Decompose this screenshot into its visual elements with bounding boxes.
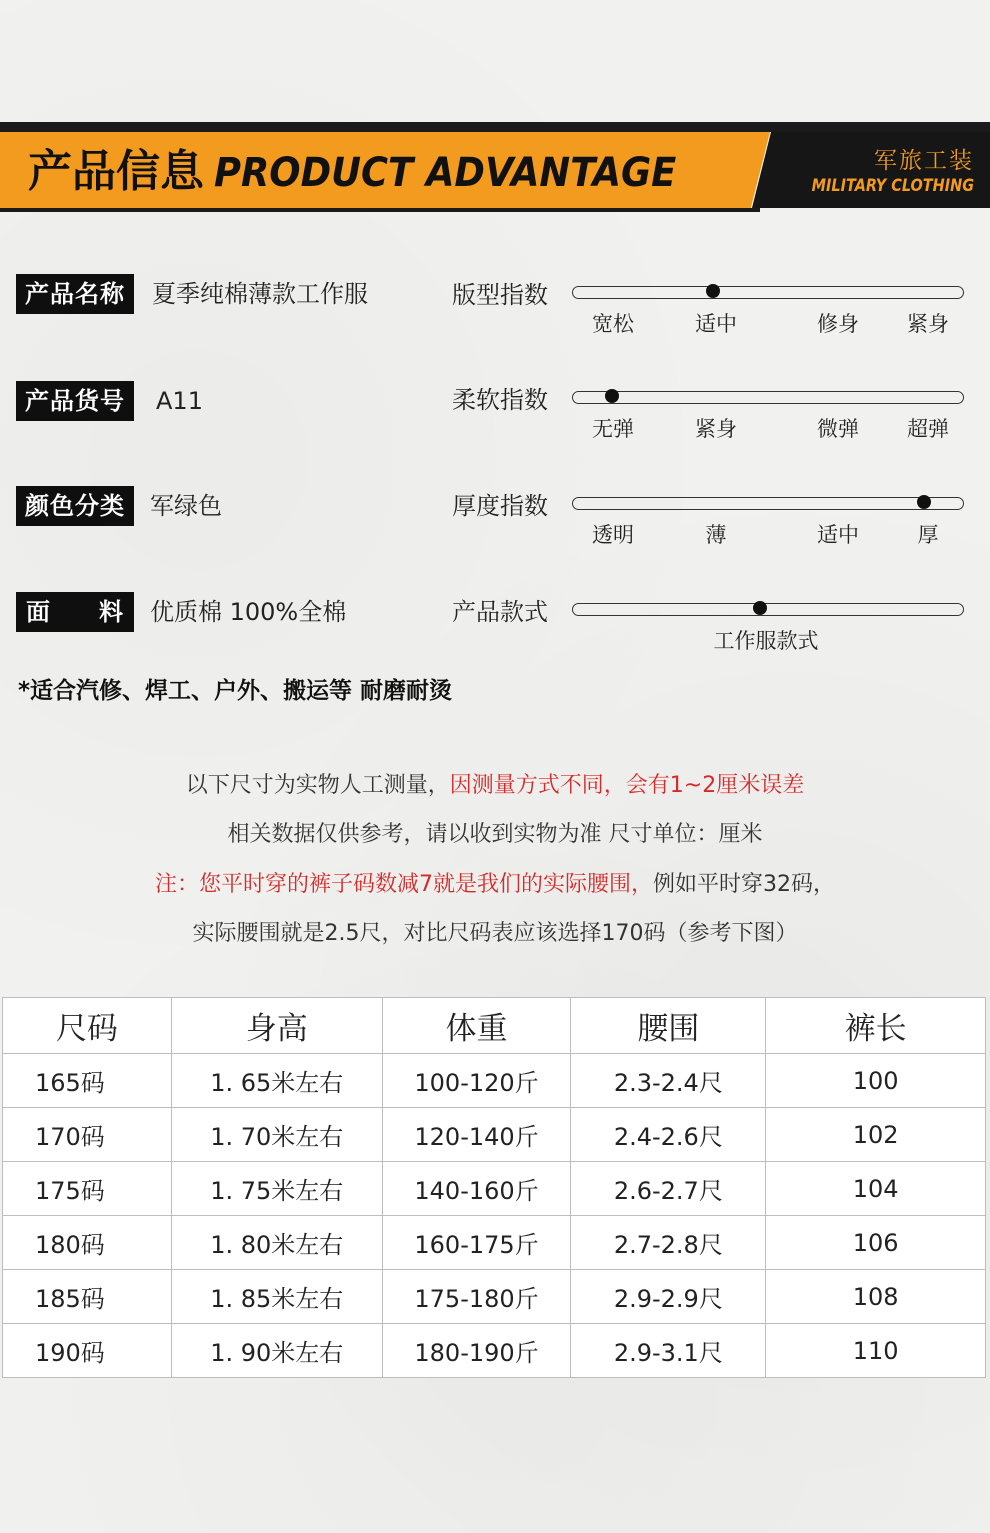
thickness-index-marker <box>917 495 931 509</box>
index-tick: 薄 <box>705 523 727 547</box>
cell-waist: 2.6-2.7尺 <box>571 1162 766 1216</box>
fit-index-track <box>572 286 964 299</box>
size-note-text: 以下尺寸为实物人工测量， <box>185 773 450 798</box>
index-title: 厚度指数 <box>452 492 548 520</box>
size-note-line-2: 相关数据仅供参考，请以收到实物为准 尺寸单位：厘米 <box>227 822 763 847</box>
cell-weight: 160-175斤 <box>382 1216 571 1270</box>
cell-height: 1. 65米左右 <box>171 1054 382 1108</box>
brand-name-en: MILITARY CLOTHING <box>811 176 974 196</box>
cell-height: 1. 90米左右 <box>171 1324 382 1378</box>
cell-waist: 2.9-3.1尺 <box>571 1324 766 1378</box>
index-tick: 适中 <box>695 312 737 336</box>
cell-size: 185码 <box>3 1270 172 1324</box>
info-label: 颜色分类 <box>16 486 134 526</box>
product-info-banner <box>0 122 990 212</box>
index-title: 产品款式 <box>452 598 548 626</box>
cell-height: 1. 85米左右 <box>171 1270 382 1324</box>
size-note-warning: 注：您平时穿的裤子码数减7就是我们的实际腰围， <box>155 872 653 897</box>
cell-waist: 2.3-2.4尺 <box>571 1054 766 1108</box>
index-tick: 无弹 <box>592 417 634 441</box>
size-chart-table <box>2 997 986 1378</box>
index-tick: 修身 <box>817 312 859 336</box>
softness-index-marker <box>605 389 619 403</box>
usage-note: *适合汽修、焊工、户外、搬运等 耐磨耐烫 <box>18 678 453 704</box>
cell-size: 190码 <box>3 1324 172 1378</box>
style-index-marker <box>753 601 767 615</box>
style-index-track <box>572 603 964 616</box>
cell-length: 110 <box>766 1324 986 1378</box>
index-tick: 厚 <box>917 523 939 547</box>
cell-size: 170码 <box>3 1108 172 1162</box>
table-row <box>3 1162 986 1216</box>
cell-height: 1. 80米左右 <box>171 1216 382 1270</box>
banner-title <box>28 142 717 202</box>
banner-title-cn: 产品信息 <box>28 146 204 197</box>
size-note-line-1 <box>0 768 990 799</box>
info-value: 夏季纯棉薄款工作服 <box>152 280 368 308</box>
fit-index-marker <box>706 284 720 298</box>
info-label: 产品名称 <box>16 274 134 314</box>
size-note-text: 例如平时穿32码， <box>653 872 835 897</box>
index-tick: 超弹 <box>907 417 949 441</box>
softness-index-track <box>572 391 964 404</box>
header-length: 裤长 <box>766 998 986 1054</box>
cell-length: 108 <box>766 1270 986 1324</box>
cell-length: 106 <box>766 1216 986 1270</box>
cell-weight: 175-180斤 <box>382 1270 571 1324</box>
cell-length: 104 <box>766 1162 986 1216</box>
thickness-index-track <box>572 497 964 510</box>
header-size: 尺码 <box>3 998 172 1054</box>
cell-weight: 140-160斤 <box>382 1162 571 1216</box>
header-waist: 腰围 <box>571 998 766 1054</box>
cell-size: 175码 <box>3 1162 172 1216</box>
cell-weight: 120-140斤 <box>382 1108 571 1162</box>
index-tick: 紧身 <box>907 312 949 336</box>
table-header-row <box>3 998 986 1054</box>
cell-waist: 2.7-2.8尺 <box>571 1216 766 1270</box>
cell-length: 102 <box>766 1108 986 1162</box>
banner-top-stripe <box>0 122 990 132</box>
banner-title-en: PRODUCT ADVANTAGE <box>214 150 677 196</box>
info-label <box>16 592 134 632</box>
info-value: 优质棉 100%全棉 <box>150 598 347 626</box>
info-label-part: 面 <box>26 598 51 626</box>
cell-weight: 100-120斤 <box>382 1054 571 1108</box>
index-tick: 微弹 <box>817 417 859 441</box>
cell-size: 165码 <box>3 1054 172 1108</box>
banner-bottom-stripe <box>0 208 760 212</box>
info-label: 产品货号 <box>16 381 134 421</box>
brand-name-cn: 军旅工装 <box>874 148 974 174</box>
cell-weight: 180-190斤 <box>382 1324 571 1378</box>
cell-size: 180码 <box>3 1216 172 1270</box>
header-weight: 体重 <box>382 998 571 1054</box>
table-row <box>3 1054 986 1108</box>
index-tick: 工作服款式 <box>713 629 819 653</box>
index-tick: 透明 <box>592 523 634 547</box>
table-row <box>3 1216 986 1270</box>
cell-waist: 2.9-2.9尺 <box>571 1270 766 1324</box>
table-row <box>3 1108 986 1162</box>
table-row <box>3 1324 986 1378</box>
header-height: 身高 <box>171 998 382 1054</box>
index-title: 柔软指数 <box>452 386 548 414</box>
cell-height: 1. 70米左右 <box>171 1108 382 1162</box>
size-note-line-4: 实际腰围就是2.5尺，对比尺码表应该选择170码（参考下图） <box>192 921 798 946</box>
info-value: 军绿色 <box>150 492 222 520</box>
index-tick: 宽松 <box>592 312 634 336</box>
cell-waist: 2.4-2.6尺 <box>571 1108 766 1162</box>
index-title: 版型指数 <box>452 281 548 309</box>
cell-height: 1. 75米左右 <box>171 1162 382 1216</box>
info-label-part: 料 <box>99 598 124 626</box>
index-tick: 紧身 <box>695 417 737 441</box>
info-value: A11 <box>156 387 203 415</box>
size-note-line-3 <box>0 867 990 898</box>
index-tick: 适中 <box>817 523 859 547</box>
cell-length: 100 <box>766 1054 986 1108</box>
size-note-warning: 因测量方式不同，会有1~2厘米误差 <box>449 773 805 798</box>
table-row <box>3 1270 986 1324</box>
